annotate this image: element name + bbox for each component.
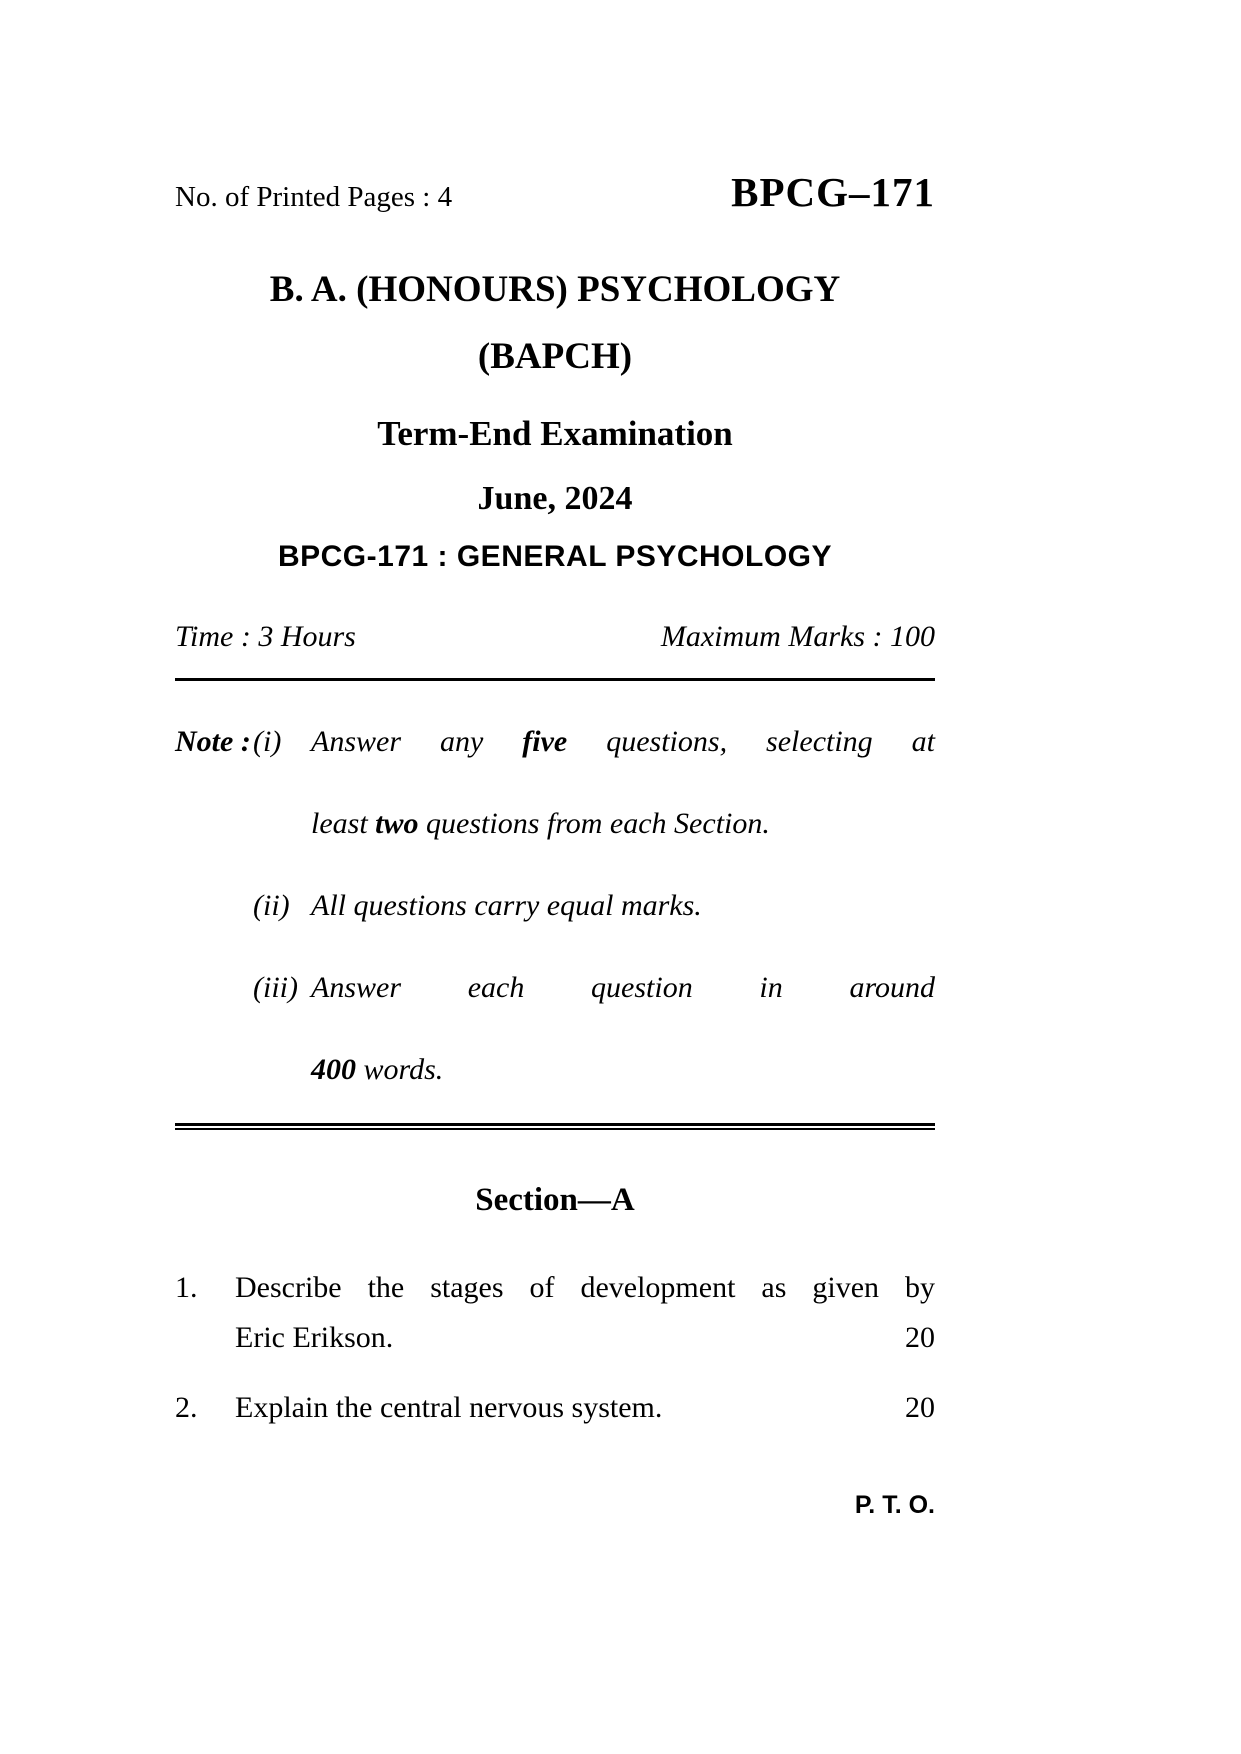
question-2-marks: 20 (905, 1391, 935, 1424)
horizontal-rule (175, 678, 935, 681)
note-item-iii (175, 947, 935, 1111)
exam-title: Term-End Examination (377, 414, 733, 453)
title-block (175, 268, 935, 574)
question-2-line1: Explain the central nervous system. 20 (235, 1383, 935, 1433)
double-horizontal-rule (175, 1123, 935, 1130)
paper-code: BPCG–171 (731, 169, 935, 215)
note-ii-line1: All questions carry equal marks. (311, 889, 702, 922)
pto-label: P. T. O. (854, 1491, 935, 1519)
question-1-line2: Eric Erikson. 20 (235, 1313, 935, 1363)
header-row (175, 168, 935, 216)
question-1-line1: Describe the stages of development as given by (235, 1271, 935, 1304)
time-allowed: Time : 3 Hours (175, 620, 356, 653)
note-label-spacer (175, 947, 253, 1111)
note-label: Note : (175, 725, 251, 758)
note-number-iii: (iii) (253, 971, 298, 1004)
note-number-i: (i) (253, 725, 282, 758)
question-1 (175, 1263, 935, 1363)
note-text-iii (311, 947, 935, 1111)
question-1-number: 1. (175, 1271, 198, 1304)
question-1-body (235, 1263, 935, 1363)
note-iii-line1: Answer each question in around (311, 971, 935, 1004)
question-2 (175, 1383, 935, 1433)
note-number-ii: (ii) (253, 889, 290, 922)
page-content (175, 0, 935, 1520)
note-label-spacer (175, 865, 253, 947)
subject-title: BPCG-171 : GENERAL PSYCHOLOGY (277, 540, 833, 573)
note-block (175, 701, 935, 1111)
meta-row (175, 620, 935, 654)
maximum-marks: Maximum Marks : 100 (660, 620, 935, 653)
note-item-i (175, 701, 935, 865)
course-title: B. A. (HONOURS) PSYCHOLOGY (269, 269, 841, 310)
note-i-line1: Answer any five questions, selecting at (311, 725, 935, 758)
note-text-i (311, 701, 935, 865)
course-abbreviation: (BAPCH) (477, 336, 633, 377)
note-text-ii (311, 865, 935, 947)
question-1-marks: 20 (905, 1321, 935, 1354)
note-i-line2: least two questions from each Section. (311, 807, 770, 840)
question-2-number: 2. (175, 1391, 198, 1424)
note-iii-line2: 400 words. (311, 1053, 444, 1086)
note-item-ii (175, 865, 935, 947)
printed-pages-label: No. of Printed Pages : 4 (175, 181, 453, 213)
section-a-heading: Section—A (475, 1182, 635, 1218)
exam-date: June, 2024 (477, 480, 633, 517)
question-2-body (235, 1383, 935, 1433)
